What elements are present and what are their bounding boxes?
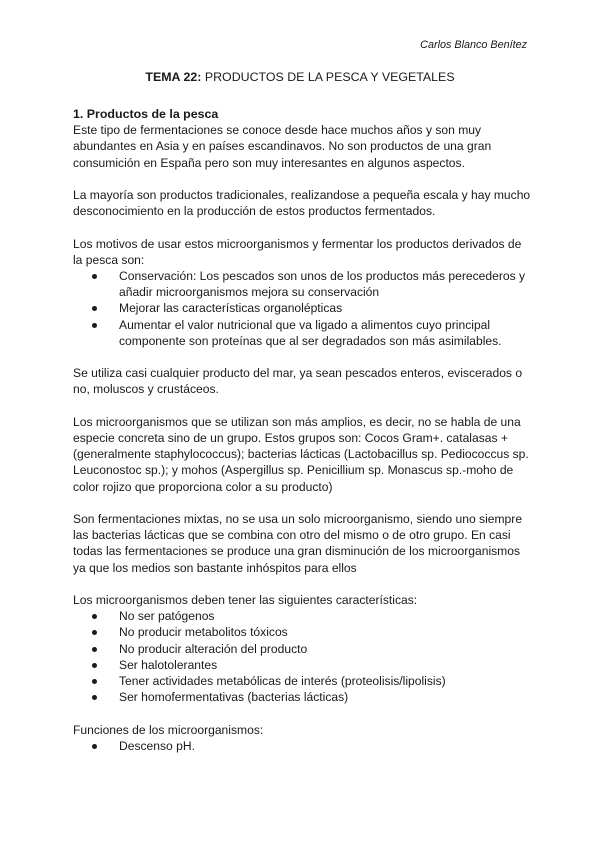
paragraph-intro: Este tipo de fermentaciones se conoce desde hace muchos años y son muy abundantes en Asia y en países escandinavos. No son productos de una gran consumición en España pero son muy interesantes en algunos aspectos. (73, 123, 492, 170)
list-item: Aumentar el valor nutricional que va ligado a alimentos cuyo principal componente son proteínas que al ser degradados son más asimilables. (73, 317, 533, 349)
list-item: No ser patógenos (73, 608, 533, 624)
document-title (0, 69, 600, 85)
list-item: Mejorar las características organolépticas (73, 300, 533, 316)
paragraph-characteristics: Los microorganismos deben tener las siguientes características: (73, 593, 418, 607)
list-item: Conservación: Los pescados son unos de los productos más perecederos y añadir microorganismos mejora su conservación (73, 268, 533, 300)
motives-list (73, 268, 533, 349)
paragraph-mixed-fermentation: Son fermentaciones mixtas, no se usa un solo microorganismo, siendo uno siempre las bacterias lácticas que se combina con otro del mismo o de otro grupo. En casi todas las fermentaciones se produce una gran disminución de los microorganismos ya que los medios son bastante inhóspitos para ellos (73, 512, 523, 575)
list-item: Descenso pH. (73, 738, 533, 754)
paragraph-traditional: La mayoría son productos tradicionales, realizandose a pequeña escala y hay mucho desconocimiento en la producción de estos productos fermentados. (73, 188, 531, 219)
list-item: No producir metabolitos tóxicos (73, 624, 533, 640)
characteristics-list (73, 608, 533, 705)
paragraph-microorganisms: Los microorganismos que se utilizan son más amplios, es decir, no se habla de una especie concreta sino de un grupo. Estos grupos son: Cocos Gram+. catalasas + (generalmente staphylococcus); bacterias lácticas (Lactobacillus sp. Pediococcus sp. Leuconostoc sp.); y mohos (Aspergillus sp. Penicillium sp. Monascus sp.-moho de color rojizo que proporciona color a su producto) (73, 414, 529, 494)
paragraph-products: Se utiliza casi cualquier producto del mar, ya sean pescados enteros, eviscerados o no, moluscos y crustáceos. (73, 366, 523, 397)
list-item: Ser halotolerantes (73, 657, 533, 673)
title-text: PRODUCTOS DE LA PESCA Y VEGETALES (201, 70, 455, 84)
list-item: Tener actividades metabólicas de interés (proteolisis/lipolisis) (73, 673, 533, 689)
list-item: Ser homofermentativas (bacterias lácticas) (73, 689, 533, 705)
functions-list (73, 738, 533, 754)
document-content (73, 106, 533, 754)
paragraph-functions: Funciones de los microorganismos: (73, 722, 264, 737)
section-heading: 1. Productos de la pesca (73, 107, 219, 121)
paragraph-motives: Los motivos de usar estos microorganismos y fermentar los productos derivados de la pesca son: (73, 236, 522, 267)
title-prefix: TEMA 22: (145, 70, 202, 84)
list-item: No producir alteración del producto (73, 641, 533, 657)
author-name: Carlos Blanco Benítez (420, 39, 527, 51)
